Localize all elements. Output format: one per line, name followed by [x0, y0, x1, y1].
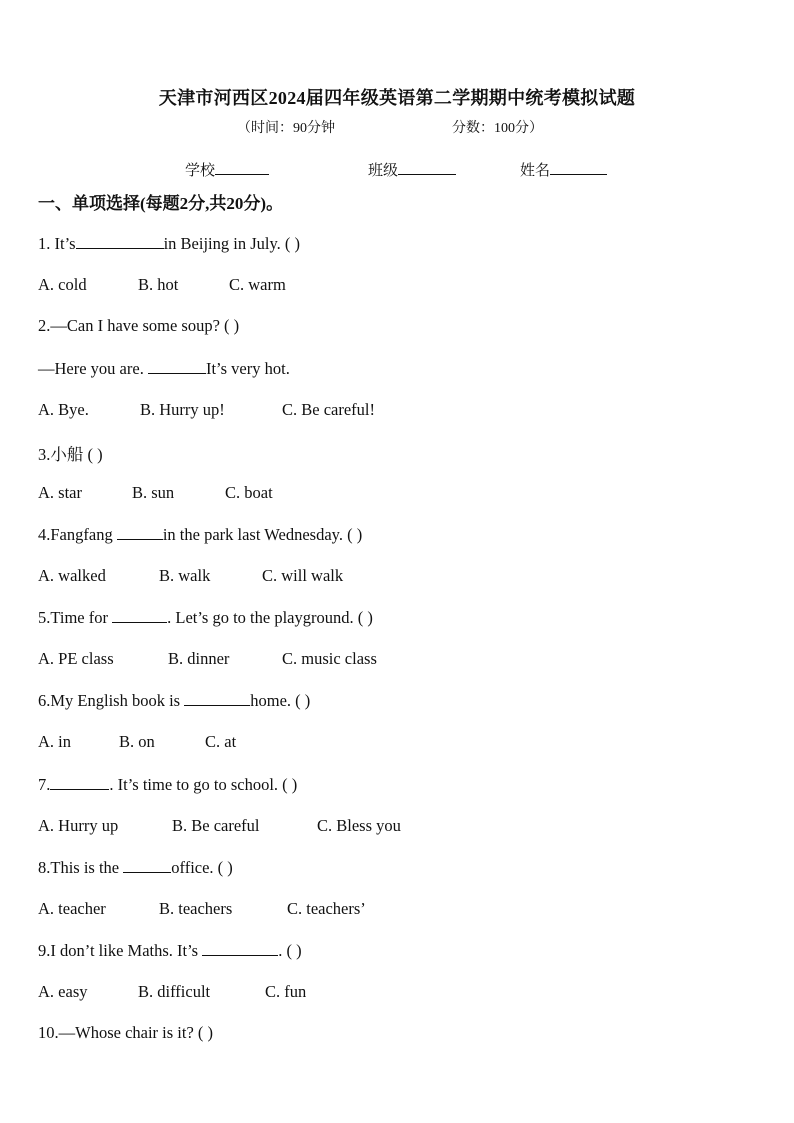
question-text: 4.Fangfang: [38, 525, 113, 544]
option-b[interactable]: B. difficult: [138, 982, 211, 1001]
option-b[interactable]: B. on: [119, 732, 155, 751]
option-a[interactable]: A. easy: [38, 982, 88, 1001]
question-text: 2.—Can I have some soup? ( ): [38, 316, 240, 335]
question-text: —Here you are.: [38, 359, 144, 378]
option-c[interactable]: C. at: [205, 732, 237, 751]
name-blank[interactable]: [550, 160, 607, 175]
options-3: [38, 483, 273, 503]
option-a[interactable]: A. Bye.: [38, 400, 89, 419]
question-text: 9.I don’t like Maths. It’s: [38, 941, 199, 960]
option-b[interactable]: B. sun: [132, 483, 175, 502]
question-text: in Beijing in July. ( ): [163, 234, 301, 253]
question-text: 5.Time for: [38, 608, 108, 627]
option-a[interactable]: A. in: [38, 732, 71, 751]
question-3: [38, 441, 103, 465]
question-text: office. ( ): [171, 858, 233, 877]
question-text: home. ( ): [250, 691, 311, 710]
option-c[interactable]: C. will walk: [262, 566, 344, 585]
question-9: [38, 940, 302, 961]
question-text: . Let’s go to the playground. ( ): [167, 608, 373, 627]
name-label: 姓名: [520, 163, 551, 179]
class-blank[interactable]: [398, 160, 456, 175]
answer-blank[interactable]: [117, 524, 163, 540]
option-c[interactable]: C. Bless you: [317, 816, 401, 835]
option-a[interactable]: A. cold: [38, 275, 87, 294]
school-label: 学校: [185, 163, 216, 179]
option-a[interactable]: A. PE class: [38, 649, 114, 668]
option-c[interactable]: C. teachers’: [287, 899, 366, 918]
options-5: [38, 649, 377, 669]
option-a[interactable]: A. star: [38, 483, 82, 502]
question-text: 6.My English book is: [38, 691, 181, 710]
time-limit: （时间：90分钟: [237, 121, 335, 136]
option-a[interactable]: A. Hurry up: [38, 816, 119, 835]
answer-blank[interactable]: [184, 690, 250, 706]
class-label: 班级: [368, 163, 399, 179]
question-text: . It’s time to go to school. ( ): [109, 775, 298, 794]
question-2: [38, 316, 239, 336]
question-8: [38, 857, 233, 878]
class-field: [368, 159, 456, 180]
question-6: [38, 690, 310, 711]
options-7: [38, 816, 401, 836]
question-1: [38, 233, 300, 254]
question-10: [38, 1023, 213, 1043]
question-text: 8.This is the: [38, 858, 120, 877]
school-field: [185, 159, 269, 180]
answer-blank[interactable]: [148, 358, 206, 374]
answer-blank[interactable]: [123, 857, 171, 873]
option-b[interactable]: B. teachers: [159, 899, 233, 918]
option-b[interactable]: B. hot: [138, 275, 179, 294]
option-b[interactable]: B. walk: [159, 566, 211, 585]
section-heading: 一、单项选择(每题2分,共20分)。: [38, 194, 284, 213]
school-blank[interactable]: [215, 160, 269, 175]
question-text: . ( ): [278, 941, 302, 960]
question-5: [38, 607, 373, 628]
option-c[interactable]: C. warm: [229, 275, 286, 294]
question-2-line-2: [38, 358, 290, 379]
options-1: [38, 275, 286, 295]
options-9: [38, 982, 306, 1002]
question-4: [38, 524, 362, 545]
options-2: [38, 400, 375, 420]
question-text: 1. It’s: [38, 234, 76, 253]
question-text: It’s very hot.: [205, 359, 290, 378]
option-a[interactable]: A. walked: [38, 566, 106, 585]
answer-blank[interactable]: [112, 607, 167, 623]
option-b[interactable]: B. Hurry up!: [140, 400, 225, 419]
question-text: 10.—Whose chair is it? ( ): [38, 1023, 214, 1042]
total-score: 分数：100分）: [452, 121, 543, 136]
option-c[interactable]: C. fun: [265, 982, 307, 1001]
option-a[interactable]: A. teacher: [38, 899, 106, 918]
option-c[interactable]: C. music class: [282, 649, 377, 668]
question-text: 7.: [38, 775, 51, 794]
options-6: [38, 732, 236, 752]
option-c[interactable]: C. boat: [225, 483, 273, 502]
answer-blank[interactable]: [50, 774, 109, 790]
options-4: [38, 566, 343, 586]
exam-title: 天津市河西区2024届四年级英语第二学期期中统考模拟试题: [158, 88, 636, 108]
option-b[interactable]: B. dinner: [168, 649, 230, 668]
option-c[interactable]: C. Be careful!: [282, 400, 375, 419]
question-text: in the park last Wednesday. ( ): [162, 525, 363, 544]
option-b[interactable]: B. Be careful: [172, 816, 260, 835]
answer-blank[interactable]: [202, 940, 278, 956]
answer-blank[interactable]: [76, 233, 164, 249]
question-7: [38, 774, 297, 795]
question-text: 3.小船 ( ): [38, 445, 103, 464]
name-field: [520, 159, 607, 180]
options-8: [38, 899, 366, 919]
